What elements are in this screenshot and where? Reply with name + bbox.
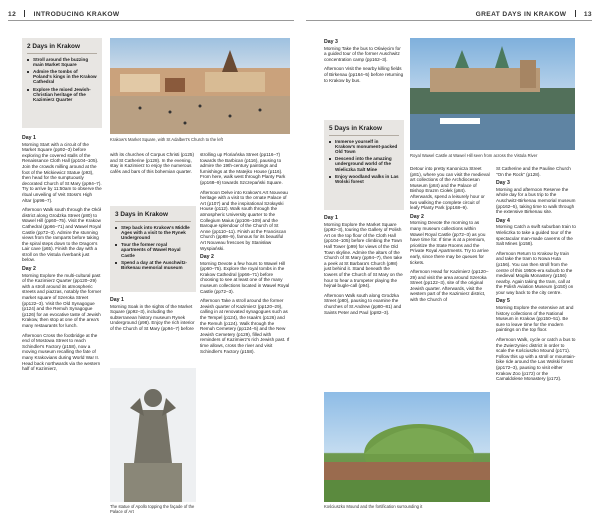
paragraph: Morning Explore the Market Square (pp92–3), touring the Gallery of Polish Art on the top floor of the Cloth Hall (pp104–105) before climbing the Town Hall Tower (p99) for views of the Old Town skyline. Admire the altars of the Church of St Mary (pp94–7), then take a peek at St Barbara's Church (p98) just behind it. Stand beneath the towers of the Church of St Mary on the hour to hear a trumpeter playing the hejnał bugle-call (p94).: [324, 221, 403, 289]
box-item: Spend a day at the Auschwitz-Birkenau memorial museum: [115, 260, 191, 270]
day-heading: Day 2: [200, 254, 214, 261]
paragraph: Detour into pretty Kanonicza Street (p81), where you can visit the medieval art collections of the Archdiocesan Museum (p84) and the Palace of Bishop Erazm Ciołek (p84). Afterwards, spend a leisurely hour or two walking the complete circuit of leafy Planty Park (pp168–9).: [410, 166, 490, 211]
kosciuszko-mound-illustration: [324, 392, 490, 502]
market-square-photo: [110, 38, 290, 134]
box-item: Step back into Krakow's Middle Ages with a visit to the Rynek Underground: [115, 225, 191, 241]
day-heading: Day 1: [324, 215, 338, 221]
kosciuszko-mound-photo: [324, 392, 490, 502]
kosciuszko-caption: Kościuszko Mound and the fortification surrounding it: [324, 504, 423, 509]
box-item: Descend into the amazing underground world of the Wieliczka Salt Mine: [329, 156, 399, 172]
paragraph: Morning Soak in the sights of the Market Square (pp92–3), including the subterranean history museum Rynek Underground (p98). Enjoy the rich interior of the Church of St Mary (pp94–7) before: [110, 303, 195, 331]
right-page-title: GREAT DAYS IN KRAKOW: [475, 11, 567, 18]
paragraph: with its churches of Corpus Christi (p125) and St Catherine (p128). In the evening, stay in Kazimierz to enjoy the numerous cafés and bars of this bohemian quarter.: [110, 152, 194, 174]
apollo-statue-photo: [110, 368, 196, 502]
box-item: Explore the mixed Jewish-Christian heritage of the Kazimierz Quarter: [27, 87, 97, 103]
box-list: [110, 222, 196, 276]
paragraph: Afternoon Take a stroll around the former Jewish quarter of Kazimierz (pp120–29), calling in at renovated synagogues such as the Tempel (p124), the Isaak's (p126) and the Remuh (p124). Walk through the Remuh Cemetery (pp124–5) and the New Jewish Cemetery (p129), filled with reminders of Kazimierz's rich Jewish past. If time allows, cross the river and visit Schindler's Factory (p158).: [200, 298, 290, 354]
right-page-header: [476, 10, 592, 18]
box-item: Immerse yourself in Krakow's monument-packed Old Town: [329, 139, 399, 155]
paragraph: Morning Catch a swift suburban train to Wieliczka to take a guided tour of the spectacular man-made caverns of the Salt Mines (p158).: [496, 224, 576, 247]
market-square-caption: Krakow's Market Square, with St Adalbert's Church to the left: [110, 137, 223, 142]
paragraph: Morning and afternoon Reserve the whole day for a bus trip to the Auschwitz-Birkenau memorial museum (pp162–5), taking time to walk through the extensive Birkenau site.: [496, 186, 576, 215]
left-page-title: INTRODUCING KRAKOW: [33, 11, 120, 18]
paragraph: St Catherine and the Pauline Church "On the Rock" (p128).: [496, 166, 571, 177]
wawel-castle-photo: [410, 38, 575, 150]
day-heading: Day 5: [496, 298, 510, 305]
paragraph: Morning Start with a circuit of the Market Square (pp92–3) before exploring the covered stalls of the Renaissance Cloth Hall (pp104–105). Join the crowds milling around at the foot of the Mickiewicz Statue (p93), then head for the sumptuously decorated Church of St Mary (pp94–7). Try to arrive by 11:50am to observe the ritual unveiling of Veit Stoss's High Altar (pp96–7).: [22, 141, 102, 203]
box-item: Tour the former royal apartments of Wawel Royal Castle: [115, 242, 191, 258]
wawel-castle-illustration: [410, 38, 575, 150]
paragraph: Morning Devote the morning to as many museum collections within Wawel Royal Castle (pp72–3) as you have time for. If time is at a premium, prioritize the State Rooms and the Private Royal Apartments. Try to arrive early, since there may be queues for tickets.: [410, 220, 489, 265]
column-6: [496, 166, 576, 516]
paragraph: Afternoon Return to Krakow by train and take the tram to Nowa Huta (p156). You can then stroll from the centre of this 1950s-era suburb to the medieval Mogiła Monastery (p156) nearby. Again taking the tram, call at the Polish Aviation Museum (p150) on your way back to the city centre.: [496, 250, 574, 295]
paragraph: Afternoon Walk, cycle or catch a bus to the Zwierzyniec district in order to scale the Kościuszko Mound (p171). Follow this up with a stroll or mountain-bike ride around the Las Wolski forest (pp172–3), pausing to visit either Krakow Zoo (p172) or the Camaldolese Monastery (p172).: [496, 337, 576, 382]
market-square-illustration: [110, 38, 290, 134]
column-2-top: [110, 152, 196, 202]
paragraph: Afternoon Head for Kazimierz (pp120–29) and visit the area around Szeroka Street (pp122–3), site of the original Jewish quarter. Afterwards, visit the western part of the Kazimierz district, with the Church of: [410, 269, 489, 303]
box-title: 5 Days in Krakow: [329, 125, 382, 132]
paragraph: Afternoon Walk south through the Okół district along Grodzka Street (p80) to Wawel Hill (pp60–75). Visit the Krakow Cathedral (pp66–71) and Wawel Royal Castle (pp72–3). Admire the stunning views from the ramparts before taking the spiral steps down to the Dragon's Lair cave (p65). Finish the day with a stroll on the Vistula riverbank just below.: [22, 207, 101, 263]
column-3: [200, 152, 290, 512]
column-4-top: [324, 38, 404, 118]
header-rule-left: [8, 20, 294, 21]
box-list: [22, 54, 102, 108]
header-rule-right: [306, 20, 592, 21]
box-list: [324, 136, 404, 190]
wawel-caption: Royal Wawel Castle at Wawel Hill seen from across the Vistula River: [410, 153, 538, 158]
day-heading: Day 1: [22, 135, 36, 141]
day-heading: Day 3: [496, 180, 510, 187]
paragraph: Afternoon Visit the nearby killing fields of Birkenau (pp164–5) before returning to Krakow by bus.: [324, 66, 404, 83]
three-days-box: [110, 206, 196, 292]
paragraph: Morning Explore the multi-cultural past of the Kazimierz Quarter (pp120–29) with a stroll around its atmospheric streets and piazzas, notably the former market square of Szeroka Street (pp122–3). Visit the Old Synagogue (p124) and the Remuh Synagogue (p126) for an evocative taste of Jewish Krakow, then stop at one of the area's many restaurants for lunch.: [22, 272, 102, 328]
box-title: 2 Days in Krakow: [27, 43, 80, 50]
left-page-number: 12: [8, 11, 17, 18]
paragraph: Afternoon Walk south along Grodzka Street (p80), pausing to examine the churches of St Andrew (pp80–81) and Saints Peter and Paul (pp82–3).: [324, 292, 402, 315]
paragraph: strolling up Floriańska Street (pp116–7) towards the Barbican (p116), pausing to admire the 19th-century paintings and furnishings at the Matejko House (p116). From here, walk west through Planty Park (pp168–9) towards Szczepański Square.: [200, 152, 286, 185]
paragraph: Afternoon Delve into Krakow's Art Nouveau heritage with a visit to the ornate Palace of Art (p107) and the inspirational Szołayski House (p112). Walk south through the atmospheric University quarter to the Collegium Maius (pp106–109) and the Baroque splendour of the Church of St Anne (pp110–11). Finish at the Franciscan Church (pp88–9), famous for its beautiful Art Nouveau frescoes by Stanisław Wyspiański.: [200, 189, 288, 251]
apollo-caption: The statue of Apollo topping the façade of the Palace of Art: [110, 504, 195, 514]
paragraph: Morning Devote a few hours to Wawel Hill (pp60–75). Explore the royal tombs in the Krakow Cathedral (pp66–71) before choosing to see at least one of the many museum collections located in Wawel Royal Castle (pp72–3).: [200, 260, 290, 294]
column-1: [22, 134, 102, 514]
five-days-box: [324, 120, 404, 210]
column-2-mid: [110, 296, 196, 360]
box-item: Stroll around the buzzing main Market Square: [27, 57, 97, 67]
day-heading: Day 3: [324, 39, 338, 45]
paragraph: Afternoon Cross the footbridge at the end of Mostowa Street to reach Schindler's Factory (p158), now a moving museum recalling the fate of many Krakovians during World War II. Head back northwards via the western half of Kazimierz,: [22, 332, 101, 372]
left-page-header: [8, 10, 120, 18]
day-heading: Day 2: [22, 266, 36, 273]
header-divider: [24, 10, 25, 17]
column-5: [410, 166, 490, 392]
day-heading: Day 2: [410, 213, 424, 220]
box-title: 3 Days in Krakow: [115, 211, 168, 218]
right-page-number: 13: [583, 11, 592, 18]
box-item: Admire the tombs of Poland's kings in the Krakow Cathedral: [27, 69, 97, 85]
apollo-statue-illustration: [110, 368, 196, 502]
box-item: Enjoy woodland walks in Las Wolski forest: [329, 174, 399, 184]
header-divider: [575, 10, 576, 17]
paragraph: Morning Explore the extensive art and history collections of the National Museum in Krakow (pp150–51). Be sure to leave time for the modern paintings on the top floor.: [496, 305, 574, 333]
day-heading: Day 4: [496, 217, 510, 224]
two-days-box: [22, 38, 102, 128]
day-heading: Day 1: [110, 297, 124, 303]
paragraph: Morning Take the bus to Oświęcim for a guided tour of the former Auschwitz concentration camp (pp162–3).: [324, 45, 401, 62]
